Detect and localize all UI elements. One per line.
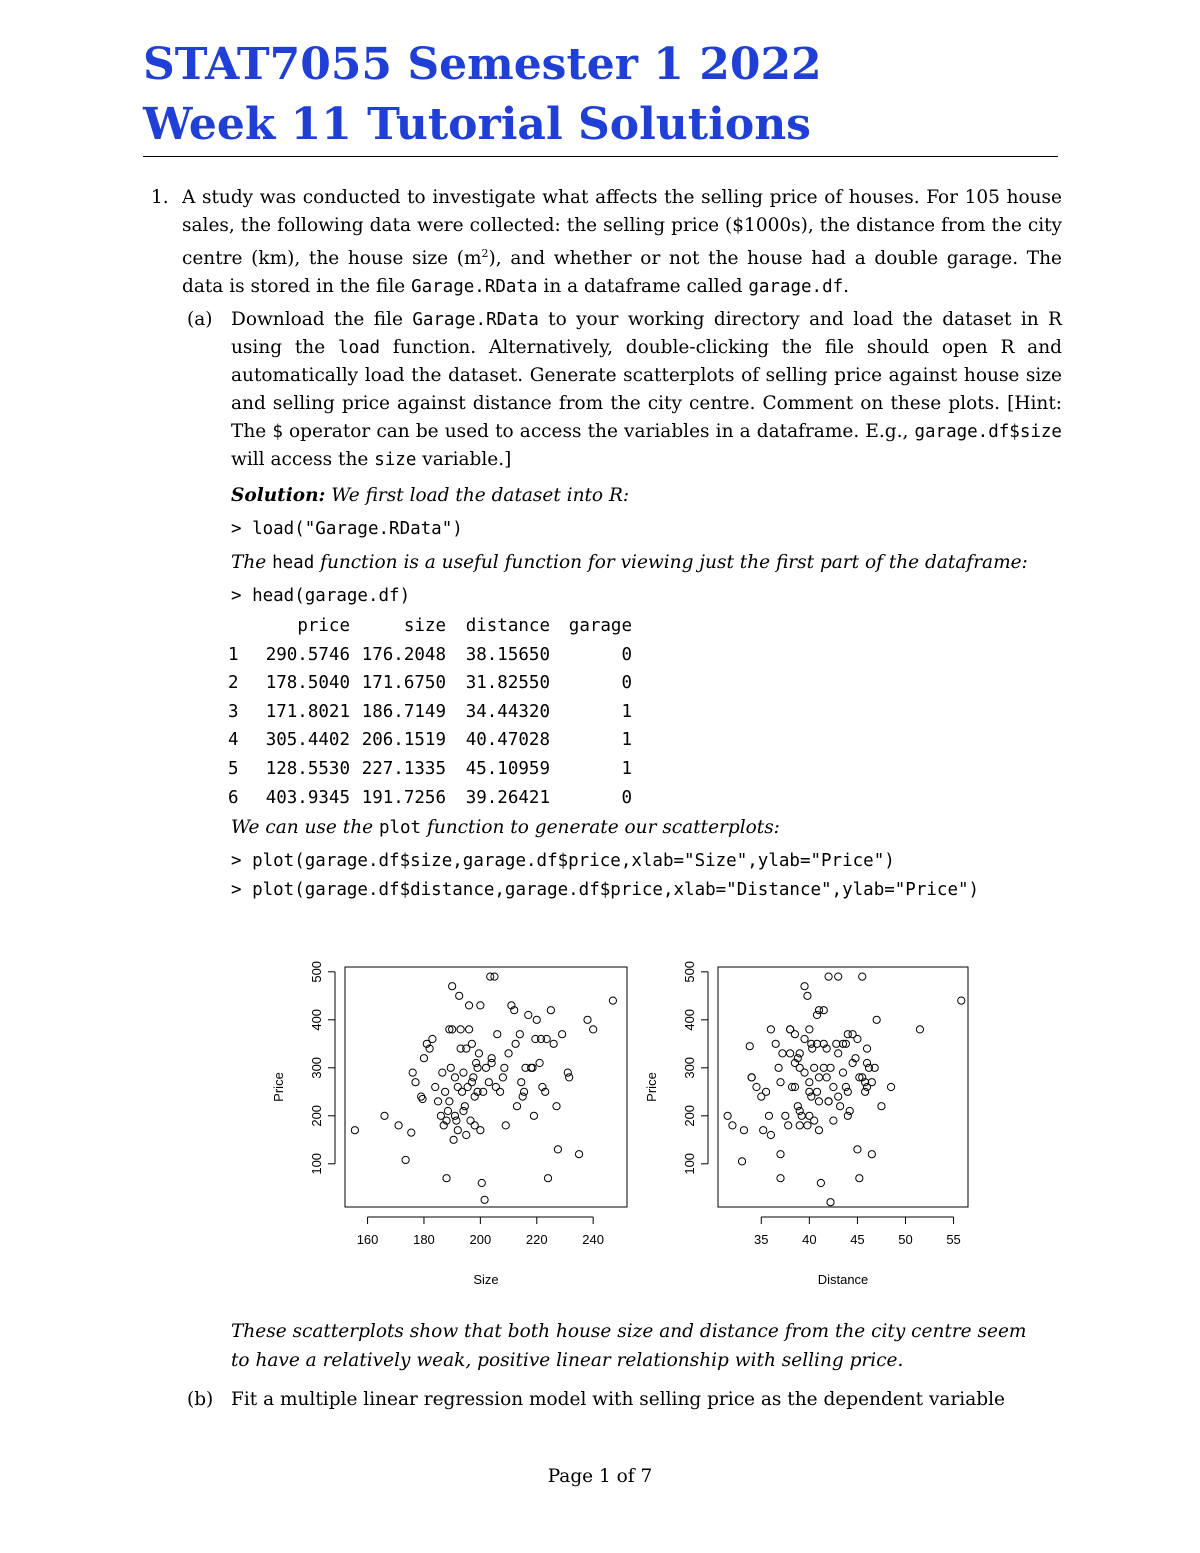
data-point — [450, 1136, 457, 1143]
table-header: price — [297, 616, 350, 636]
data-point — [801, 1035, 808, 1042]
data-point — [465, 1026, 472, 1033]
head-function-code: head — [272, 553, 315, 573]
data-point — [443, 1175, 450, 1182]
part-a-file-code: Garage.RData — [412, 310, 539, 330]
data-point — [461, 1103, 468, 1110]
data-point — [491, 973, 498, 980]
data-point — [887, 1083, 894, 1090]
data-point — [492, 1083, 499, 1090]
plot-frame — [718, 967, 968, 1207]
data-point — [746, 1043, 753, 1050]
data-point — [813, 1088, 820, 1095]
data-point — [873, 1016, 880, 1023]
data-point — [564, 1069, 571, 1076]
table-cell: 191.7256 — [361, 787, 446, 808]
size-price-scatterplot — [271, 961, 627, 1287]
data-point — [740, 1127, 747, 1134]
data-point — [501, 1064, 508, 1071]
data-point — [796, 1050, 803, 1057]
plot-frame — [345, 967, 627, 1207]
data-point — [787, 1026, 794, 1033]
table-cell: 40.47028 — [465, 730, 550, 751]
data-point — [878, 1103, 885, 1110]
data-point — [815, 1098, 822, 1105]
data-point — [833, 1040, 840, 1047]
data-point — [525, 1011, 532, 1018]
data-point — [811, 1064, 818, 1071]
load-function-code: load — [337, 338, 381, 358]
data-point — [475, 1050, 482, 1057]
plot-distance-command: > plot(garage.df$distance,garage.df$price,xlab="Distance",ylab="Price") — [231, 880, 980, 900]
y-tick-label: 100 — [309, 1152, 324, 1175]
data-point — [467, 1117, 474, 1124]
data-point — [830, 1117, 837, 1124]
table-cell: 45.10959 — [465, 758, 550, 779]
table-header: garage — [568, 616, 632, 636]
table-cell: 178.5040 — [265, 673, 350, 694]
data-point — [958, 997, 965, 1004]
title-line-1: STAT7055 Semester 1 2022 — [143, 39, 822, 90]
part-a-text — [231, 306, 1062, 474]
data-point — [854, 1035, 861, 1042]
data-point — [856, 1175, 863, 1182]
data-point — [454, 1083, 461, 1090]
data-point — [767, 1131, 774, 1138]
head-explanation — [231, 549, 1028, 577]
table-row — [228, 698, 632, 727]
table-row — [228, 784, 632, 813]
data-point — [505, 1050, 512, 1057]
x-tick-label: 240 — [582, 1232, 605, 1247]
solution-intro-text: We first load the dataset into R: — [325, 485, 630, 506]
data-point — [729, 1122, 736, 1129]
data-point — [402, 1156, 409, 1163]
data-point — [842, 1083, 849, 1090]
data-point — [460, 1107, 467, 1114]
data-point — [815, 1127, 822, 1134]
part-b-label: (b) — [187, 1389, 214, 1410]
x-axis-label: Distance — [817, 1272, 869, 1287]
table-cell: 1 — [228, 644, 239, 665]
data-point — [554, 1146, 561, 1153]
size-access-code: garage.df$size — [914, 422, 1062, 442]
table-cell: 38.15650 — [465, 644, 550, 665]
size-variable-code: size — [374, 450, 417, 470]
data-point — [846, 1107, 853, 1114]
data-point — [590, 1026, 597, 1033]
y-tick-label: 300 — [682, 1056, 697, 1079]
data-point — [444, 1107, 451, 1114]
data-point — [477, 1127, 484, 1134]
data-point — [439, 1069, 446, 1076]
table-cell: 34.44320 — [465, 701, 550, 722]
scatter-comment-line-1: These scatterplots show that both house size and distance from the city centre seem — [231, 1321, 1027, 1342]
data-point — [465, 1002, 472, 1009]
data-point — [463, 1131, 470, 1138]
question-1-text-a: A study was conducted to investigate what affects the selling price of houses. For 105 house sales, the following data were collected: the selling price ($1000s), the distance from the city centre (km), the house size (m — [182, 187, 1062, 270]
data-point — [518, 1079, 525, 1086]
question-1-number: 1. — [151, 187, 169, 208]
data-point — [837, 1103, 844, 1110]
data-point — [916, 1026, 923, 1033]
data-point — [499, 1074, 506, 1081]
part-a-t3: function. Alternatively, double-clicking the file should open R and automatically load the dataset. Generate scatterplots of selling price against house size and selling price against distance from the city centre. Comment on these plots. [Hint: The — [231, 337, 1062, 442]
data-point — [497, 1088, 504, 1095]
part-a-t5: will access the — [231, 449, 375, 470]
x-tick-label: 160 — [356, 1232, 379, 1247]
table-header: distance — [465, 616, 550, 636]
data-point — [815, 1074, 822, 1081]
data-point — [863, 1083, 870, 1090]
table-cell: 4 — [228, 730, 239, 751]
dataframe-name-code: garage.df — [748, 277, 844, 298]
table-cell: 2 — [228, 673, 239, 694]
data-point — [825, 1098, 832, 1105]
data-point — [863, 1045, 870, 1052]
data-point — [830, 1083, 837, 1090]
plot-explanation — [231, 814, 780, 842]
data-point — [782, 1112, 789, 1119]
solution-intro — [231, 482, 629, 510]
table-cell: 31.82550 — [465, 673, 550, 694]
data-point — [464, 1083, 471, 1090]
table-cell: 5 — [228, 758, 239, 779]
data-point — [468, 1040, 475, 1047]
x-tick-label: 50 — [898, 1232, 913, 1247]
data-point — [453, 1117, 460, 1124]
scatter-comment-line-2: to have a relatively weak, positive linear relationship with selling price. — [231, 1350, 904, 1371]
solution-label: Solution: — [231, 485, 326, 506]
table-cell: 171.6750 — [361, 673, 446, 694]
table-row — [228, 726, 632, 755]
data-point — [779, 1050, 786, 1057]
data-point — [447, 1064, 454, 1071]
x-tick-label: 45 — [850, 1232, 865, 1247]
x-tick-label: 180 — [413, 1232, 435, 1247]
data-point — [487, 973, 494, 980]
data-point — [502, 1122, 509, 1129]
data-point — [547, 1007, 554, 1014]
data-point — [520, 1088, 527, 1095]
data-point — [519, 1093, 526, 1100]
data-point — [442, 1088, 449, 1095]
data-point — [839, 1069, 846, 1076]
data-point — [772, 1040, 779, 1047]
data-point — [530, 1112, 537, 1119]
head-pre: The — [231, 552, 273, 573]
y-tick-label: 100 — [682, 1152, 697, 1175]
data-point — [584, 1016, 591, 1023]
data-point — [408, 1129, 415, 1136]
table-header-row — [228, 612, 632, 641]
y-tick-label: 400 — [682, 1008, 697, 1031]
data-point — [533, 1016, 540, 1023]
part-a-t4: operator can be used to access the variables in a dataframe. E.g., — [282, 421, 915, 442]
y-axis-label: Price — [271, 1072, 286, 1102]
data-point — [794, 1103, 801, 1110]
y-axis-label: Price — [644, 1072, 659, 1102]
data-point — [446, 1098, 453, 1105]
data-point — [820, 1007, 827, 1014]
data-point — [516, 1031, 523, 1038]
data-point — [494, 1031, 501, 1038]
distance-price-scatterplot — [644, 961, 968, 1287]
data-point — [550, 1040, 557, 1047]
data-point — [813, 1011, 820, 1018]
data-point — [804, 992, 811, 999]
data-point — [765, 1112, 772, 1119]
data-point — [775, 1064, 782, 1071]
data-point — [420, 1055, 427, 1062]
data-point — [429, 1035, 436, 1042]
table-cell: 305.4402 — [265, 730, 350, 751]
table-row — [228, 755, 632, 784]
dollar-operator-code: $ — [272, 422, 283, 442]
x-tick-label: 55 — [946, 1232, 961, 1247]
plot-size-command: > plot(garage.df$size,garage.df$price,xlab="Size",ylab="Price") — [231, 851, 895, 871]
table-cell: 176.2048 — [361, 644, 446, 665]
page-footer: Page 1 of 7 — [547, 1466, 653, 1487]
table-row — [228, 669, 632, 698]
part-b-text: Fit a multiple linear regression model with selling price as the dependent variable — [231, 1389, 1005, 1410]
data-point — [844, 1088, 851, 1095]
data-point — [409, 1069, 416, 1076]
data-point — [854, 1146, 861, 1153]
data-point — [473, 1059, 480, 1066]
table-cell: 39.26421 — [465, 787, 550, 808]
data-point — [862, 1088, 869, 1095]
data-point — [767, 1026, 774, 1033]
data-point — [760, 1127, 767, 1134]
data-point — [859, 973, 866, 980]
data-point — [724, 1112, 731, 1119]
data-point — [806, 1026, 813, 1033]
question-1-text-b: ), and whether or not the house had a double garage. The data is stored in the file — [182, 248, 1063, 298]
scatterplot-figure — [270, 955, 1010, 1295]
y-tick-label: 200 — [309, 1104, 324, 1127]
data-point — [806, 1088, 813, 1095]
part-a-label: (a) — [187, 309, 213, 330]
x-tick-label: 40 — [802, 1232, 817, 1247]
data-point — [395, 1122, 402, 1129]
table-cell: 206.1519 — [361, 730, 446, 751]
data-point — [787, 1050, 794, 1057]
part-a-t1: Download the file — [231, 309, 413, 330]
table-cell: 128.5530 — [265, 758, 350, 779]
data-point — [835, 1050, 842, 1057]
x-tick-label: 220 — [525, 1232, 548, 1247]
data-point — [553, 1103, 560, 1110]
y-tick-label: 300 — [309, 1056, 324, 1079]
file-name-code: Garage.RData — [411, 277, 538, 298]
data-point — [477, 1002, 484, 1009]
data-point — [351, 1127, 358, 1134]
y-tick-label: 200 — [682, 1104, 697, 1127]
data-point — [823, 1074, 830, 1081]
table-cell: 0 — [621, 787, 632, 808]
data-point — [801, 1069, 808, 1076]
table-row — [228, 641, 632, 670]
y-tick-label: 500 — [309, 960, 324, 983]
data-point — [827, 1199, 834, 1206]
part-a-t6: variable.] — [416, 449, 512, 470]
table-cell: 6 — [228, 787, 239, 808]
data-point — [536, 1059, 543, 1066]
load-command: > load("Garage.RData") — [231, 519, 463, 539]
data-point — [825, 973, 832, 980]
data-point — [381, 1112, 388, 1119]
part-a-t2: to your working directory and load the dataset in R using the — [231, 309, 1062, 358]
data-point — [434, 1098, 441, 1105]
data-point — [460, 1069, 467, 1076]
table-header: size — [403, 616, 446, 636]
x-axis-label: Size — [473, 1272, 499, 1287]
table-cell: 0 — [621, 644, 632, 665]
data-point — [488, 1059, 495, 1066]
data-point — [412, 1079, 419, 1086]
data-point — [559, 1031, 566, 1038]
table-header — [228, 612, 244, 641]
title-rule — [143, 156, 1058, 157]
x-tick-label: 35 — [754, 1232, 769, 1247]
head-output-table — [228, 612, 632, 812]
data-point — [481, 1196, 488, 1203]
data-point — [817, 1179, 824, 1186]
x-tick-label: 200 — [469, 1232, 492, 1247]
data-point — [844, 1112, 851, 1119]
data-point — [801, 983, 808, 990]
table-cell: 186.7149 — [361, 701, 446, 722]
data-point — [777, 1151, 784, 1158]
data-point — [470, 1074, 477, 1081]
data-point — [566, 1074, 573, 1081]
data-point — [419, 1095, 426, 1102]
plot-pre: We can use the — [231, 817, 379, 838]
data-point — [868, 1151, 875, 1158]
data-point — [835, 973, 842, 980]
plot-function-code: plot — [378, 818, 422, 838]
head-command: > head(garage.df) — [231, 586, 411, 606]
head-post: function is a useful function for viewing just the first part of the dataframe: — [314, 552, 1028, 573]
data-point — [512, 1040, 519, 1047]
table-cell: 290.5746 — [265, 644, 350, 665]
table-cell: 171.8021 — [265, 701, 350, 722]
data-point — [456, 992, 463, 999]
data-point — [432, 1083, 439, 1090]
table-cell: 1 — [621, 730, 632, 751]
title-line-2: Week 11 Tutorial Solutions — [143, 99, 811, 150]
y-tick-label: 500 — [682, 960, 697, 983]
data-point — [609, 997, 616, 1004]
y-tick-label: 400 — [309, 1008, 324, 1031]
data-point — [811, 1117, 818, 1124]
data-point — [762, 1088, 769, 1095]
data-point — [468, 1079, 475, 1086]
data-point — [544, 1175, 551, 1182]
table-cell: 227.1335 — [361, 758, 446, 779]
question-1-text-d: . — [843, 276, 850, 298]
data-point — [835, 1093, 842, 1100]
data-point — [478, 1179, 485, 1186]
data-point — [485, 1079, 492, 1086]
table-cell: 0 — [621, 673, 632, 694]
data-point — [451, 1112, 458, 1119]
table-cell: 403.9345 — [265, 787, 350, 808]
data-point — [748, 1074, 755, 1081]
data-point — [457, 1026, 464, 1033]
data-point — [753, 1083, 760, 1090]
data-point — [575, 1151, 582, 1158]
squared-superscript: 2 — [481, 247, 489, 260]
data-point — [820, 1064, 827, 1071]
table-cell: 1 — [621, 758, 632, 779]
question-1-text — [182, 184, 1062, 301]
data-point — [785, 1122, 792, 1129]
table-cell: 1 — [621, 701, 632, 722]
data-point — [777, 1175, 784, 1182]
data-point — [738, 1158, 745, 1165]
data-point — [449, 983, 456, 990]
data-point — [804, 1122, 811, 1129]
data-point — [796, 1107, 803, 1114]
data-point — [798, 1112, 805, 1119]
table-cell: 3 — [228, 701, 239, 722]
data-point — [451, 1074, 458, 1081]
question-1-text-c: in a dataframe called — [537, 276, 749, 298]
data-point — [806, 1079, 813, 1086]
data-point — [454, 1127, 461, 1134]
data-point — [513, 1103, 520, 1110]
data-point — [863, 1059, 870, 1066]
plot-post: function to generate our scatterplots: — [421, 817, 780, 838]
data-point — [777, 1079, 784, 1086]
data-point — [827, 1064, 834, 1071]
data-point — [796, 1122, 803, 1129]
data-point — [474, 1064, 481, 1071]
